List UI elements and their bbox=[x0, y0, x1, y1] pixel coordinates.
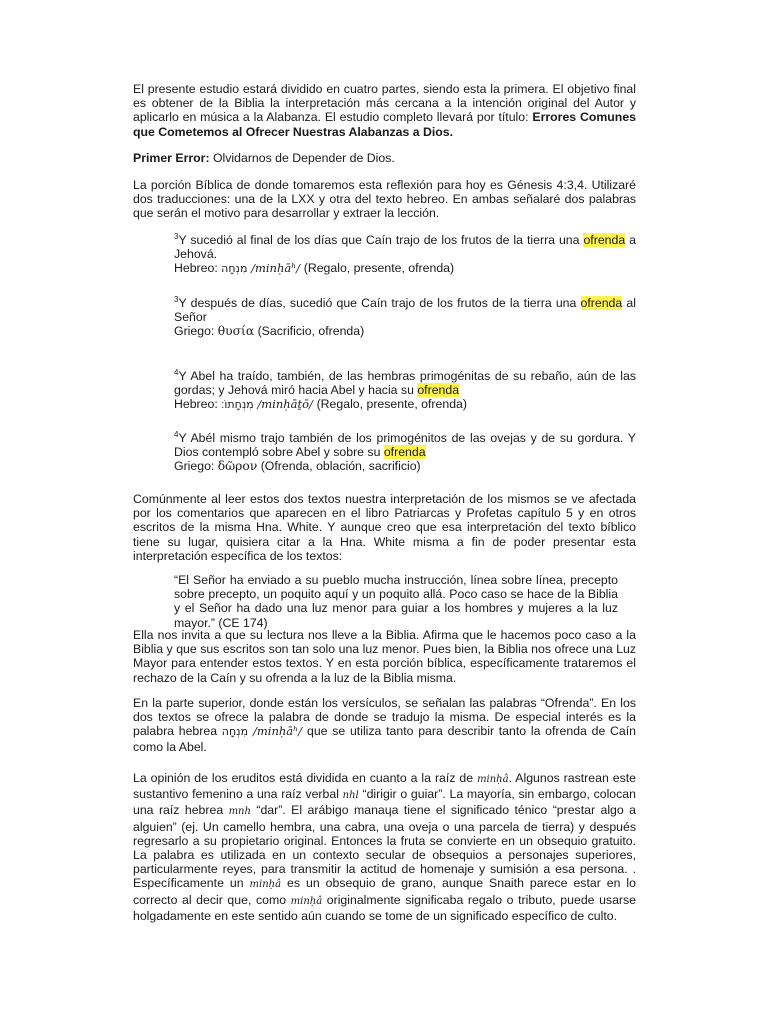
transliteration: /minḥāʰ/ bbox=[247, 261, 304, 276]
gloss: (Regalo, presente, ofrenda) bbox=[303, 261, 455, 276]
opinion-text: “dar”. El arábigo manaɥa tiene el significado ténico “prestar algo a alguien” (ej. Un camello hembra, una cabra, una oveja o una parcela de tierra) y después regresarlo a su propietario original. Entonces la fruta se convierte en un obsequio gratuito. La palabra es utilizada en un contexto secular de obsequios a personajes superiores, particularmente reyes, para transmitir la actitud de homenaje y sumisión a esa persona. . Específicamente un bbox=[133, 803, 636, 891]
first-error-text: Olvidarnos de Depender de Dios. bbox=[209, 151, 395, 165]
opinion-text: es un obsequio de grano, aunque Snaith parece estar en lo correcto al decir que, como bbox=[133, 876, 637, 907]
hebrew-word: מִנְחָה bbox=[221, 262, 248, 276]
transliterated-term: minḥâ bbox=[290, 895, 323, 907]
comunmente-paragraph: Comúnmente al leer estos dos textos nuestra interpretación de los mismos se ve afectada por los comentarios que aparecen en el libro Patriarcas y Profetas capítulo 5 y en otros escritos de la misma Hna. White. Y aunque creo que esa interpretación del texto bíblico tiene su lugar, quisiera citar a la Hna. White misma a fin de poder presentar esta interpretación específica de los textos: bbox=[133, 492, 636, 563]
porcion-paragraph: La porción Bíblica de donde tomaremos esta reflexión para hoy es Génesis 4:3,4. Utilizaré dos traducciones: una de la LXX y otra del texto hebreo. En ambas señalaré dos palabras que serán el motivo para desarrollar y extraer la lección. bbox=[133, 178, 636, 221]
language-label: Hebreo: bbox=[174, 397, 222, 412]
transliteration: /minḥāʰ/ bbox=[248, 724, 307, 739]
verse-text: Y sucedió al final de los días que Caín trajo de los frutos de la tierra una bbox=[178, 233, 584, 247]
intro-paragraph bbox=[133, 82, 636, 139]
verse-block-2 bbox=[174, 296, 636, 339]
verse-number: 3 bbox=[174, 294, 179, 304]
greek-word: θυσία bbox=[217, 324, 255, 339]
transliterated-term: minḥâ bbox=[249, 879, 282, 891]
verse-number: 4 bbox=[174, 429, 179, 439]
verse-number: 3 bbox=[174, 231, 179, 241]
intro-text: El presente estudio estará dividido en cuatro partes, siendo esta la primera. El objetivo final es obtener de la Biblia la interpretación más cercana a la intención original del Autor y aplicarlo en música a la Alabanza. El estudio completo llevará por título: bbox=[133, 82, 636, 125]
verse-text: Y Abel ha traído, también, de las hembras primogénitas de su rebaño, aún de las gordas; y Jehová miró hacia Abel y hacia su bbox=[174, 369, 636, 398]
parte-text-end: que se utiliza tanto para describir tanto la ofrenda de Caín como la Abel. bbox=[133, 724, 636, 754]
first-error-label: Primer Error: bbox=[133, 151, 210, 165]
verse-text-end: al Señor bbox=[174, 296, 636, 325]
gloss: (Sacrificio, ofrenda) bbox=[254, 324, 365, 339]
greek-word: δῶρον bbox=[217, 459, 258, 474]
transliterated-term: mnh bbox=[228, 806, 251, 818]
highlighted-word: ofrenda bbox=[417, 383, 460, 398]
gloss: (Regalo, presente, ofrenda) bbox=[316, 397, 467, 412]
verse-text: Y después de días, sucedió que Caín trajo de los frutos de la tierra una bbox=[178, 296, 581, 310]
highlighted-word: ofrenda bbox=[580, 296, 623, 310]
verse-block-4 bbox=[174, 431, 636, 474]
hebrew-word: מִנְחָה bbox=[221, 725, 249, 739]
parte-text: En la parte superior, donde están los versículos, se señalan las palabras “Ofrenda”. En los dos textos se ofrece la palabra de donde se tradujo la misma. De especial interés es la palabra hebrea bbox=[133, 696, 636, 739]
language-label: Griego: bbox=[174, 459, 218, 474]
verse-text: Y Abél mismo trajo también de los primogénitos de las ovejas y de su gordura. Y Dios contempló sobre Abel y sobre su bbox=[174, 431, 636, 460]
transliterated-term: minḥâ bbox=[477, 774, 509, 785]
verse-text-end: a Jehová. bbox=[174, 233, 636, 262]
opinion-paragraph bbox=[133, 771, 636, 923]
opinion-text: “dirigir o guiar”. La mayoría, sin embargo, colocan una raíz hebrea bbox=[133, 787, 636, 818]
transliterated-term: nhl bbox=[342, 790, 359, 802]
ella-paragraph: Ella nos invita a que su lectura nos lleve a la Biblia. Afirma que le hacemos poco caso a la Biblia y que sus escritos son tan solo una luz menor. Pues bien, la Biblia nos ofrece una Luz Mayor para entender estos textos. Y en esta porción bíblica, específicamente trataremos el rechazo de la Caín y su ofrenda a la luz de la Biblia misma. bbox=[133, 628, 636, 685]
verse-block-1 bbox=[174, 233, 636, 277]
highlighted-word: ofrenda bbox=[383, 445, 426, 460]
language-label: Hebreo: bbox=[174, 261, 222, 276]
transliteration: /minḥāṯō/ bbox=[253, 397, 317, 412]
verse-number: 4 bbox=[174, 367, 179, 377]
parte-paragraph bbox=[133, 696, 636, 754]
language-label: Griego: bbox=[174, 324, 218, 339]
opinion-text: . Algunos rastrean este sustantivo femenino a una raíz verbal bbox=[133, 771, 636, 802]
opinion-text: La opinión de los eruditos está dividida en cuanto a la raíz de bbox=[133, 771, 478, 785]
hebrew-word: מִנְחָתוֹ׃ bbox=[221, 398, 254, 412]
white-quote: “El Señor ha enviado a su pueblo mucha instrucción, línea sobre línea, precepto sobre precepto, un poquito aquí y un poquito allá. Poco caso se hace de la Biblia y el Señor ha dado una luz menor para guiar a los hombres y mujeres a la luz mayor.” (CE 174) bbox=[174, 573, 618, 630]
highlighted-word: ofrenda bbox=[583, 233, 626, 247]
first-error-paragraph bbox=[133, 151, 636, 165]
opinion-text: originalmente significaba regalo o tributo, puede usarse holgadamente en este sentido aún cuando se tome de un significado específico de culto. bbox=[133, 892, 636, 923]
study-title: Errores Comunes que Cometemos al Ofrecer Nuestras Alabanzas a Dios. bbox=[133, 110, 636, 139]
verse-block-3 bbox=[174, 369, 636, 413]
gloss: (Ofrenda, oblación, sacrificio) bbox=[257, 459, 421, 474]
